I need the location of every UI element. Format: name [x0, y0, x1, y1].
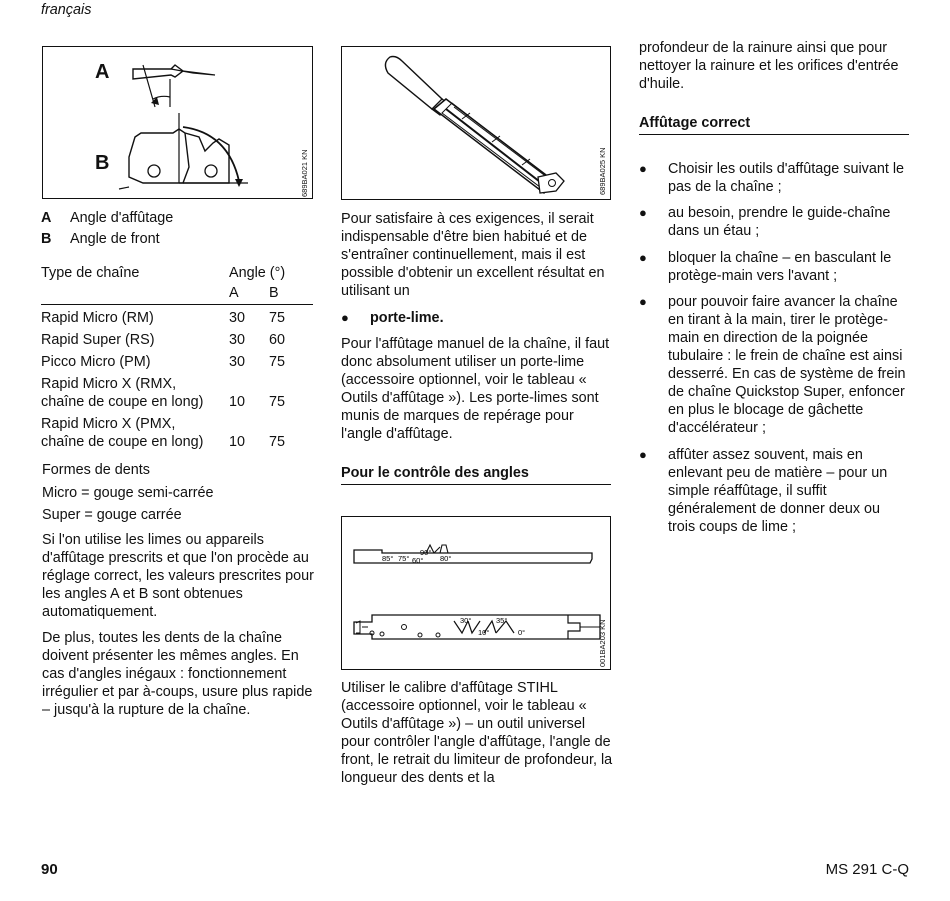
figure-code: 001BA203 KN: [598, 619, 607, 667]
gauge-label: 35°: [496, 616, 508, 625]
gauge-diagram: [342, 517, 612, 671]
list-item: ● pour pouvoir faire avancer la chaîne en tirant à la main, tirer le protège-main en direction de la poignée tubulaire : le frein de chaîne est ainsi desserré. En cas de système de frein de chaîne Quickstop Super, enfoncer en plus le blocage de gâchette d'accélérateur ;: [639, 294, 906, 436]
table-header-type: Type de chaîne: [41, 265, 140, 281]
table-row: Rapid Super (RS) 30 60: [41, 332, 286, 348]
col3-paragraph-1: profondeur de la rainure ainsi que pour nettoyer la rainure et les orifices d'entrée d'huile.: [639, 40, 899, 92]
gauge-label: 90°: [420, 548, 432, 557]
col2-paragraph-3: Utiliser le calibre d'affûtage STIHL (accessoire optionnel, voir le tableau « Outils d'affûtage ») – un outil universel pour contrôler l'angle d'affûtage, l'angle de front, le retrait du limiteur de profondeur, la longueur des dents et la: [341, 680, 613, 786]
col1-paragraph-2: De plus, toutes les dents de la chaîne doivent présenter les mêmes angles. En cas d'angles inégaux : fonctionnement irrégulier et par à-coups, usure plus rapide – jusqu'à la rupture de la chaîne.: [42, 630, 313, 718]
page-number: 90: [41, 861, 58, 878]
language-label: français: [41, 2, 92, 18]
bullet-dot-icon: ●: [639, 250, 647, 265]
teeth-title: Formes de dents: [42, 462, 150, 478]
bullet-dot-icon: ●: [639, 447, 647, 462]
gauge-label: 10°: [478, 628, 490, 637]
gauge-label: 75°: [398, 554, 410, 563]
table-header-b: B: [269, 282, 313, 305]
figure-code: 689BA025 KN: [598, 147, 607, 195]
figure-file-holder: [341, 46, 611, 200]
bullet-file-holder: [341, 309, 613, 327]
legend-item-a: [41, 209, 311, 230]
angle-table: [41, 262, 313, 451]
table-header-angle: Angle (°): [229, 265, 286, 281]
bullet-text: porte-lime.: [370, 310, 444, 326]
angle-diagram: [43, 47, 314, 200]
table-row: Rapid Micro (RM) 30 75: [41, 310, 286, 326]
legend-item-b: [41, 230, 311, 251]
legend-text: Angle d'affûtage: [70, 210, 174, 226]
bullet-dot-icon: ●: [639, 205, 647, 220]
gauge-label: 80°: [440, 554, 452, 563]
model-name: MS 291 C-Q: [825, 861, 909, 878]
list-item: ● Choisir les outils d'affûtage suivant le pas de la chaîne ;: [639, 161, 905, 195]
figure-label-b: B: [95, 152, 110, 174]
col2-paragraph-1: Pour satisfaire à ces exigences, il serait indispensable d'être bien habitué et de s'entraîner continuellement, mais il est possible d'obtenir un excellent résultat en utilisant un: [341, 211, 605, 299]
section-heading-angles: Pour le contrôle des angles: [341, 464, 611, 485]
gauge-label: 30°: [460, 616, 472, 625]
table-row: Picco Micro (PM) 30 75: [41, 354, 286, 370]
figure-gauge: [341, 516, 611, 670]
list-item: ● affûter assez souvent, mais en enlevant peu de matière – pour un simple réaffûtage, il suffit généralement de donner deux ou trois coups de lime ;: [639, 447, 888, 535]
bullet-dot-icon: ●: [341, 310, 349, 325]
bullet-dot-icon: ●: [639, 294, 647, 309]
figure-legend: [41, 209, 311, 251]
figure-sharpening-angles: [42, 46, 313, 199]
table-row: Rapid Micro X (RMX, chaîne de coupe en long) 10 75: [41, 376, 286, 410]
teeth-super: Super = gouge carrée: [42, 507, 182, 523]
list-item: ● bloquer la chaîne – en basculant le protège-main vers l'avant ;: [639, 250, 892, 284]
section-heading-correct-sharpening: Affûtage correct: [639, 114, 909, 135]
col1-paragraph-1: Si l'on utilise les limes ou appareils d'affûtage prescrits et que l'on procède au réglage correct, les valeurs prescrites pour les angles A et B sont obtenues automatiquement.: [42, 532, 314, 620]
teeth-micro: Micro = gouge semi-carrée: [42, 485, 214, 501]
gauge-label: 60°: [412, 556, 424, 565]
file-holder-diagram: [342, 47, 612, 201]
col2-paragraph-2: Pour l'affûtage manuel de la chaîne, il faut donc absolument utiliser un porte-lime (accessoire optionnel, voir le tableau « Outils d'affûtage »). Les porte-limes sont munis de marques de repérage pour l'angle d'affûtage.: [341, 336, 610, 442]
bullet-dot-icon: ●: [639, 161, 647, 176]
table-header-a: A: [229, 282, 269, 305]
list-item: ● au besoin, prendre le guide-chaîne dans un étau ;: [639, 205, 891, 239]
legend-key: A: [41, 210, 52, 226]
legend-text: Angle de front: [70, 231, 160, 247]
gauge-label: 0°: [518, 628, 526, 637]
gauge-label: 85°: [382, 554, 394, 563]
legend-key: B: [41, 231, 52, 247]
figure-code: 689BA021 KN: [300, 149, 309, 197]
figure-label-a: A: [95, 61, 110, 83]
table-row: Rapid Micro X (PMX, chaîne de coupe en long) 10 75: [41, 416, 286, 450]
